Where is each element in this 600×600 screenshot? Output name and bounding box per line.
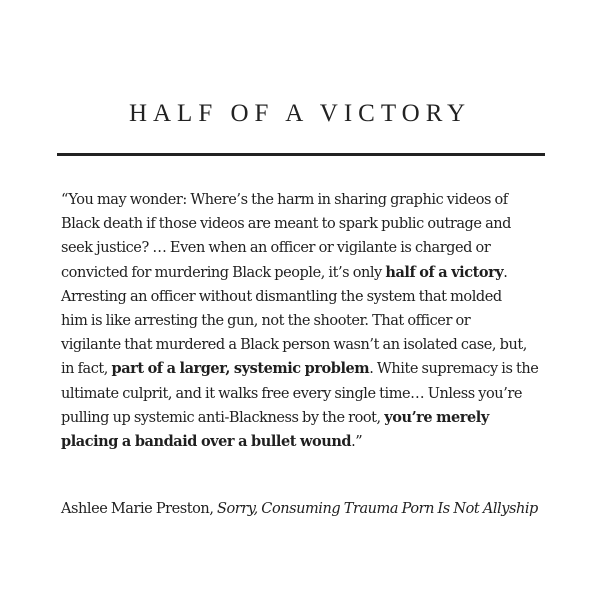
title-divider <box>57 153 545 156</box>
quote-line-text: . <box>503 264 508 281</box>
quote-line <box>61 285 547 309</box>
quote-line-text: in fact, <box>61 361 112 378</box>
quote-line-text: . White supremacy is the <box>369 361 539 378</box>
quote-line-text: “You may wonder: Where’s the harm in sharing graphic videos of <box>61 192 508 208</box>
attribution-work-title: Sorry, Consuming Trauma Porn Is Not Allyship <box>217 501 538 517</box>
quote-line <box>61 212 547 236</box>
quote-line-text: pulling up systemic anti-Blackness by the root, <box>61 409 385 426</box>
quote-line-text: ultimate culprit, and it walks free every single time… Unless you’re <box>61 385 522 402</box>
quote-emphasis: half of a victory <box>385 263 504 281</box>
attribution <box>61 497 561 521</box>
quote-line <box>61 309 547 333</box>
quote-line <box>61 261 547 285</box>
quote-line <box>61 236 547 260</box>
quote-emphasis: you’re merely <box>384 408 489 426</box>
quote-text <box>61 188 547 454</box>
page-title: HALF OF A VICTORY <box>128 100 472 127</box>
quote-line <box>61 188 547 212</box>
quote-line-text: .” <box>351 434 363 451</box>
quote-line <box>61 333 547 357</box>
quote-line <box>61 406 547 430</box>
quote-line-text: vigilante that murdered a Black person wasn’t an isolated case, but, <box>61 337 527 354</box>
quote-line-text: him is like arresting the gun, not the shooter. That officer or <box>61 313 471 330</box>
quote-emphasis: placing a bandaid over a bullet wound <box>61 433 352 451</box>
quote-line-text: Arresting an officer without dismantling the system that molded <box>61 288 502 305</box>
quote-line-text: seek justice? … Even when an officer or vigilante is charged or <box>61 240 491 257</box>
quote-line-text: Black death if those videos are meant to spark public outrage and <box>61 216 511 233</box>
quote-line <box>61 430 547 454</box>
quote-line <box>61 357 547 381</box>
quote-emphasis: part of a larger, systemic problem <box>111 360 370 378</box>
quote-line <box>61 382 547 406</box>
attribution-author: Ashlee Marie Preston, <box>61 501 218 517</box>
quote-line-text: convicted for murdering Black people, it’s only <box>61 264 386 281</box>
